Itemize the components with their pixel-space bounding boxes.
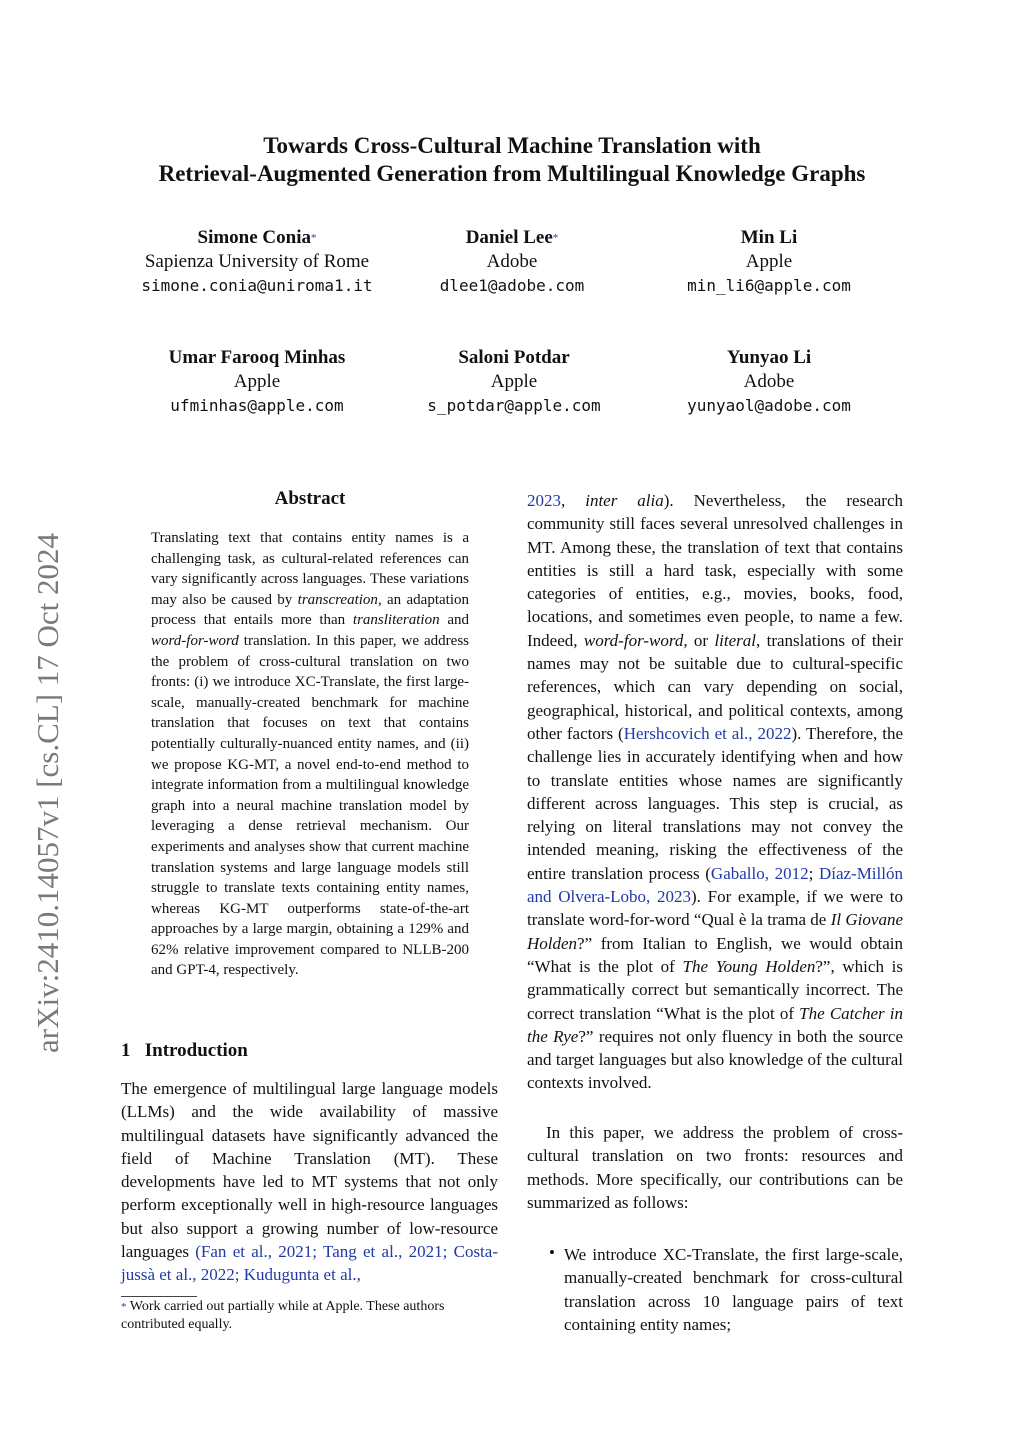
right-column-paragraph: 2023, inter alia). Nevertheless, the research community still faces several unresolved challenges in MT. Among these, the translation of text that contains entities is still a hard task, especially with some categories of entities, e.g., movies, books, food, locations, and sometimes even people, to name a few. Indeed, word-for-word, or literal, translations of their names may not be suitable due to cultural-specific references, which can vary depending on social, geographical, historical, and political contexts, among other factors (Hershcovich et al., 2022). Therefore, the challenge lies in accurately identifying when and how to translate entities whose names are significantly different across languages. This step is crucial, as relying on literal translations may not convey the intended meaning, risking the effectiveness of the entire translation process (Gaballo, 2012; Díaz-Millón and Olvera-Lobo, 2023). For example, if we were to translate word-for-word “Qual è la trama de Il Giovane Holden?” from Italian to English, we would obtain “What is the plot of The Young Holden?”, which is grammatically correct but semantically incorrect. The correct translation “What is the plot of The Catcher in the Rye?” requires not only fluency in both the source and target languages but also knowledge of the cultural contexts involved. [527, 491, 904, 1093]
author-block [107, 346, 407, 418]
author-email[interactable]: yunyaol@adobe.com [687, 396, 851, 415]
citation-link[interactable]: 2023 [527, 491, 561, 510]
abstract-body: Translating text that contains entity names is a challenging task, as cultural-related references can vary significantly across languages. These variations may also be caused by transcreation, an adaptation process that entails more than transliteration and word-for-word translation. In this paper, we address the problem of cross-cultural translation on two fronts: (i) we introduce XC-Translate, the first large-scale, manually-created benchmark for machine translation that focuses on text that contains potentially culturally-nuanced entity names, and (ii) we propose KG-MT, a novel end-to-end method to integrate information from a multilingual knowledge graph into a neural machine translation model by leveraging a dense retrieval mechanism. Our experiments and analyses show that current machine translation systems and large language models still struggle to translate texts containing entity names, whereas KG-MT outperforms state-of-the-art approaches by a large margin, obtaining a 129% and 62% relative improvement compared to NLLB-200 and GPT-4, respectively. [151, 530, 469, 979]
author-email[interactable]: simone.conia@uniroma1.it [141, 276, 373, 295]
author-name: Simone Conia* [197, 227, 317, 248]
author-name: Yunyao Li [726, 347, 812, 368]
author-block [362, 226, 662, 298]
citation-link[interactable]: (Fan et al., 2021; Tang et al., 2021; Costa-jussà et al., 2022; Kudugunta et al., [121, 1242, 498, 1285]
footnote-mark: * [121, 1301, 127, 1313]
abstract-heading: Abstract [274, 488, 346, 509]
bullet-mark: • [549, 1243, 555, 1262]
citation-link[interactable]: Díaz-Millón and Olvera-Lobo, 2023 [527, 863, 903, 907]
author-block [619, 226, 919, 298]
author-block [619, 346, 919, 418]
author-mark: * [311, 232, 317, 244]
arxiv-stamp[interactable]: arXiv:2410.14057v1 [cs.CL] 17 Oct 2024 [30, 532, 65, 1053]
contribution-item: We introduce XC-Translate, the first large-scale, manually-created benchmark for cross-cultural translation across 10 language pairs of text containing entity names; [564, 1245, 903, 1334]
paper-title [0, 132, 1024, 188]
citation-link[interactable]: Gaballo, 2012 [710, 863, 809, 883]
author-name: Min Li [740, 227, 798, 248]
author-affiliation: Apple [233, 371, 281, 392]
author-email[interactable]: s_potdar@apple.com [427, 396, 601, 415]
author-name: Daniel Lee* [465, 227, 559, 248]
author-email[interactable]: dlee1@adobe.com [439, 276, 585, 295]
intro-paragraph: The emergence of multilingual large language models (LLMs) and the wide availability of massive multilingual datasets have significantly advanced the field of Machine Translation (MT). These developments have led to MT systems that not only perform exceptionally well in high-resource languages but also support a growing number of low-resource languages (Fan et al., 2021; Tang et al., 2021; Costa-jussà et al., 2022; Kudugunta et al., [121, 1079, 498, 1285]
section-heading-introduction: 1 Introduction [121, 1040, 248, 1061]
author-name: Umar Farooq Minhas [168, 347, 346, 368]
author-affiliation: Adobe [743, 371, 795, 392]
author-affiliation: Adobe [486, 251, 538, 272]
citation-link[interactable]: Hershcovich et al., 2022 [623, 723, 792, 743]
footnote-rule [121, 1296, 197, 1297]
author-email[interactable]: ufminhas@apple.com [170, 396, 344, 415]
author-affiliation: Sapienza University of Rome [144, 251, 370, 272]
author-email[interactable]: min_li6@apple.com [687, 276, 851, 295]
author-affiliation: Apple [490, 371, 538, 392]
author-mark: * [552, 232, 559, 244]
contributions-paragraph: In this paper, we address the problem of cross-cultural translation on two fronts: resources and methods. More specifically, our contributions can be summarized as follows: [527, 1123, 903, 1212]
title-line-2: Retrieval-Augmented Generation from Multilingual Knowledge Graphs [158, 161, 866, 186]
author-name: Saloni Potdar [458, 347, 570, 368]
title-line-1: Towards Cross-Cultural Machine Translation with [263, 133, 761, 158]
author-affiliation: Apple [745, 251, 793, 272]
footnote: * Work carried out partially while at Apple. These authors contributed equally. [121, 1299, 445, 1332]
